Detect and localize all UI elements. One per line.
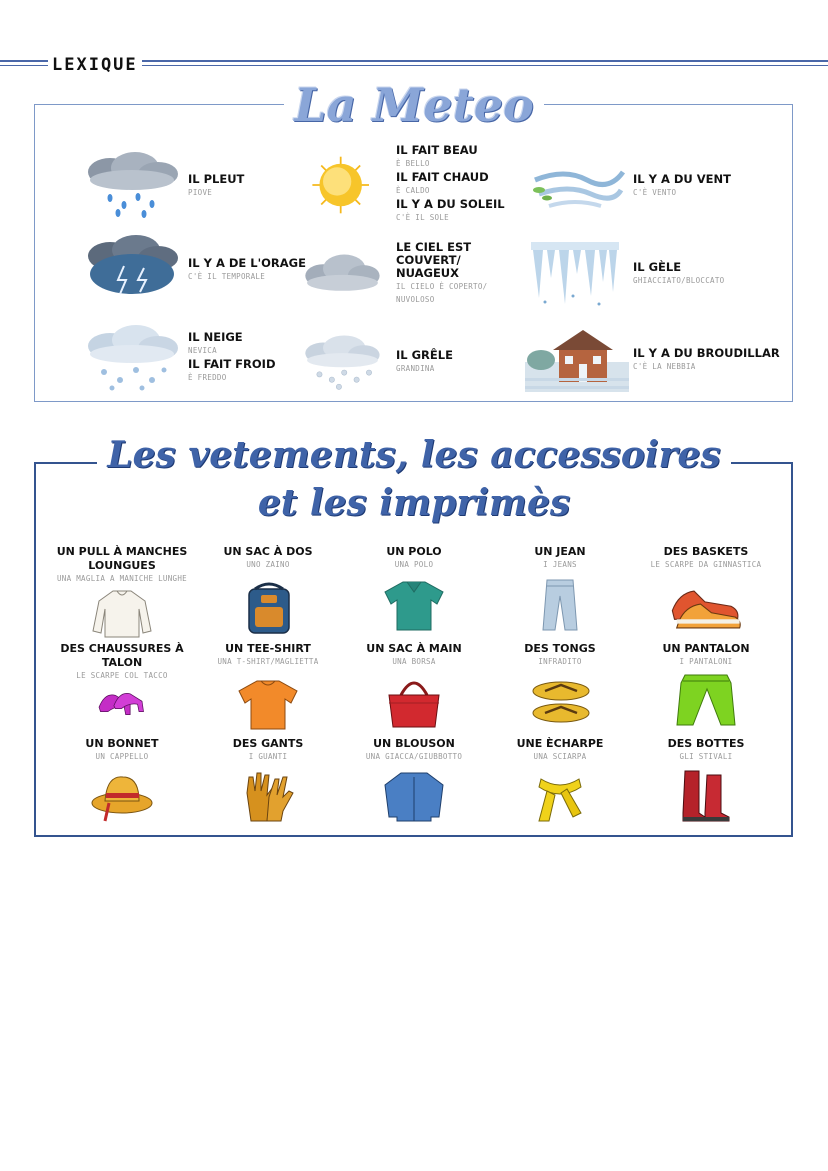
- clothes-fr: DES TONGS: [524, 642, 596, 655]
- trousers-icon: [671, 670, 741, 730]
- weather-item-hail: [300, 326, 453, 398]
- clothes-it: GLI STIVALI: [679, 752, 733, 761]
- clothes-it: UNA SCIARPA: [533, 752, 587, 761]
- clothes-fr: UN SAC À DOS: [223, 545, 313, 558]
- weather-fr: LE CIEL EST COUVERT/ NUAGEUX: [396, 240, 472, 280]
- weather-fr: IL GÈLE: [633, 259, 682, 274]
- jacket-icon: [379, 769, 449, 823]
- clothes-item: [344, 642, 484, 732]
- weather-it: È FREDDO: [188, 373, 227, 382]
- clothes-it: UNO ZAINO: [246, 560, 290, 569]
- clothes-fr: UN PULL À MANCHES LOUNGUES: [56, 545, 188, 572]
- weather-item-cloudy: [300, 238, 516, 310]
- clothes-item: [344, 737, 484, 823]
- sneakers-icon: [668, 573, 744, 633]
- clothes-fr: UN TEE-SHIRT: [225, 642, 311, 655]
- weather-fr: IL PLEUT: [188, 171, 245, 186]
- clothes-it: UNA GIACCA/GIUBBOTTO: [365, 752, 463, 761]
- weather-item-frost: [525, 238, 725, 310]
- clothes-fr: DES CHAUSSURES À TALON: [60, 642, 184, 669]
- clothes-it: I JEANS: [543, 560, 577, 569]
- clothes-fr: UN SAC À MAIN: [366, 642, 462, 655]
- snow-cloud-icon: [80, 322, 184, 394]
- rain-cloud-icon: [80, 150, 184, 222]
- weather-it: IL CIELO È COPERTO/ NUVOLOSO: [396, 282, 488, 304]
- weather-it: NEVICA: [188, 346, 217, 355]
- weather-fr: IL FAIT CHAUD: [396, 170, 489, 184]
- weather-it: C'È LA NEBBIA: [633, 361, 696, 371]
- section-label: LEXIQUE: [48, 55, 142, 75]
- flip-flops-icon: [525, 670, 595, 730]
- high-heels-icon: [87, 682, 157, 722]
- clothes-title-line2: et les imprimès: [0, 482, 828, 524]
- weather-fr: IL GRÊLE: [396, 347, 453, 362]
- clothes-it: INFRADITO: [538, 657, 582, 666]
- clothes-item: [198, 642, 338, 734]
- hat-icon: [87, 769, 157, 823]
- clothes-item: [636, 737, 776, 823]
- weather-it: È BELLO: [396, 159, 430, 168]
- weather-item-storm: [80, 234, 306, 306]
- clothes-fr: DES BOTTES: [667, 737, 745, 750]
- clothes-it: UNA POLO: [394, 560, 434, 569]
- clothes-fr: UN BLOUSON: [373, 737, 455, 750]
- clothes-fr: UN POLO: [386, 545, 442, 558]
- clothes-item: [198, 737, 338, 823]
- clothes-it: UNA MAGLIA A MANICHE LUNGHE: [56, 574, 187, 583]
- fog-house-icon: [525, 324, 629, 396]
- weather-item-fog: [525, 324, 780, 396]
- wind-icon: [525, 150, 629, 222]
- backpack-icon: [233, 581, 303, 635]
- clothes-item: [636, 545, 776, 633]
- tshirt-icon: [233, 674, 303, 734]
- clothes-it: I GUANTI: [248, 752, 288, 761]
- weather-fr: IL Y A DU VENT: [633, 171, 731, 186]
- polo-shirt-icon: [379, 573, 449, 637]
- clothes-item: [490, 545, 630, 637]
- scarf-icon: [525, 769, 595, 823]
- clothes-it: UNA BORSA: [392, 657, 436, 666]
- hail-cloud-icon: [300, 326, 392, 398]
- weather-it: C'È IL SOLE: [396, 213, 449, 222]
- weather-it: PIOVE: [188, 187, 213, 197]
- weather-title: La Meteo: [0, 78, 828, 132]
- weather-fr: IL Y A DU BROUDILLAR: [633, 345, 780, 360]
- clothes-item: [344, 545, 484, 637]
- weather-fr: IL FAIT FROID: [188, 357, 276, 371]
- clothes-item: [52, 737, 192, 823]
- clothes-item: [52, 545, 192, 641]
- clothes-it: I PANTALONI: [679, 657, 733, 666]
- weather-it: C'È VENTO: [633, 187, 677, 197]
- weather-fr: IL NEIGE: [188, 330, 243, 344]
- weather-item-sun: [300, 144, 505, 225]
- clothes-fr: DES GANTS: [232, 737, 304, 750]
- clothes-fr: UN JEAN: [534, 545, 586, 558]
- weather-it: GRANDINA: [396, 363, 435, 373]
- sweater-icon: [87, 587, 157, 641]
- icicles-icon: [525, 238, 629, 310]
- weather-fr: IL Y A DU SOLEIL: [396, 197, 505, 211]
- sun-icon: [300, 149, 392, 221]
- weather-item-wind: [525, 150, 731, 222]
- clothes-fr: UNE ÈCHARPE: [516, 737, 604, 750]
- boots-icon: [671, 769, 741, 823]
- weather-it: GHIACCIATO/BLOCCATO: [633, 275, 725, 285]
- clothes-it: LE SCARPE DA GINNASTICA: [650, 560, 762, 569]
- clothes-item: [490, 737, 630, 823]
- weather-item-snow: [80, 322, 276, 394]
- weather-it: È CALDO: [396, 186, 430, 195]
- handbag-icon: [379, 672, 449, 732]
- cloud-icon: [300, 238, 392, 310]
- clothes-it: UNA T-SHIRT/MAGLIETTA: [217, 657, 319, 666]
- clothes-item: [636, 642, 776, 730]
- clothes-fr: UN PANTALON: [662, 642, 750, 655]
- clothes-it: LE SCARPE COL TACCO: [76, 671, 168, 680]
- weather-it: C'È IL TEMPORALE: [188, 271, 266, 281]
- weather-fr: IL Y A DE L'ORAGE: [188, 255, 306, 270]
- clothes-fr: DES BASKETS: [663, 545, 749, 558]
- clothes-item: [490, 642, 630, 730]
- jeans-icon: [525, 573, 595, 637]
- clothes-fr: UN BONNET: [85, 737, 159, 750]
- weather-item-rain: [80, 150, 244, 222]
- clothes-item: [198, 545, 338, 635]
- clothes-title-line1: Les vetements, les accessoires: [0, 434, 828, 476]
- clothes-it: UN CAPPELLO: [95, 752, 149, 761]
- storm-cloud-icon: [80, 234, 184, 306]
- weather-fr: IL FAIT BEAU: [396, 143, 478, 157]
- clothes-item: [52, 642, 192, 722]
- gloves-icon: [233, 769, 303, 823]
